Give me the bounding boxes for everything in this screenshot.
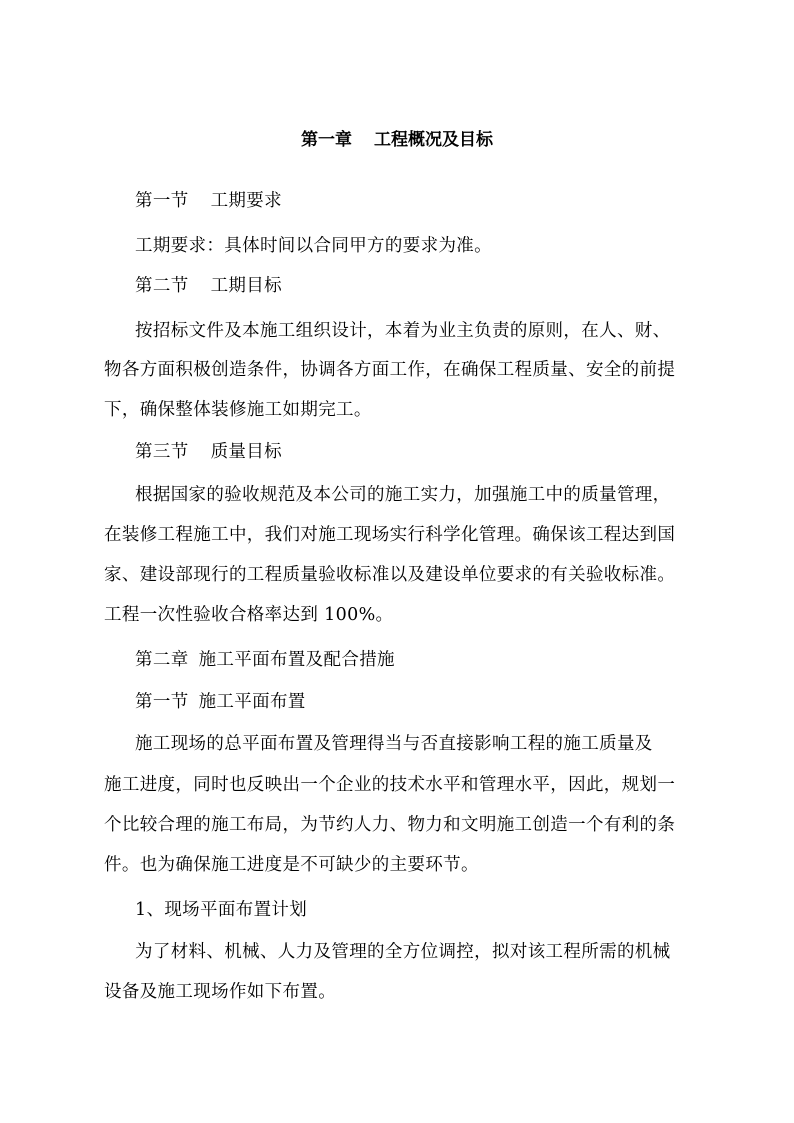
list-item-heading: 1、现场平面布置计划 — [135, 900, 308, 920]
section-number: 第三节 — [135, 442, 189, 462]
paragraph-line: 件。也为确保施工进度是不可缺少的主要环节。 — [104, 855, 479, 875]
section-number: 第一节 — [135, 191, 189, 211]
section-name: 质量目标 — [210, 442, 282, 462]
section-heading — [135, 690, 691, 714]
paragraph-line: 工程一次性验收合格率达到 100%。 — [104, 605, 394, 625]
chapter-name: 工程概况及目标 — [374, 130, 493, 150]
paragraph-line: 在装修工程施工中，我们对施工现场实行科学化管理。确保该工程达到国 — [104, 525, 676, 545]
chapter-title — [0, 128, 794, 152]
chapter-number: 第一章 — [301, 130, 352, 150]
paragraph-line: 施工现场的总平面布置及管理得当与否直接影响工程的施工质量及 — [135, 734, 653, 754]
section-name: 工期要求 — [210, 191, 282, 211]
chapter-number: 第二章 — [135, 650, 189, 670]
paragraph-line: 工期要求：具体时间以合同甲方的要求为准。 — [135, 236, 492, 256]
section-heading — [135, 274, 691, 298]
section-number: 第一节 — [135, 692, 189, 712]
section-name: 施工平面布置 — [198, 692, 306, 712]
paragraph-line: 个比较合理的施工布局，为节约人力、物力和文明施工创造一个有利的条 — [104, 815, 676, 835]
paragraph-line: 家、建设部现行的工程质量验收标准以及建设单位要求的有关验收标准。 — [104, 565, 676, 585]
paragraph-line: 设备及施工现场作如下布置。 — [104, 982, 337, 1002]
section-number: 第二节 — [135, 276, 189, 296]
chapter-name: 施工平面布置及配合措施 — [198, 650, 395, 670]
section-heading — [135, 189, 691, 213]
paragraph-line: 施工进度，同时也反映出一个企业的技术水平和管理水平，因此，规划一 — [104, 775, 676, 795]
section-name: 工期目标 — [210, 276, 282, 296]
paragraph-line: 根据国家的验收规范及本公司的施工实力，加强施工中的质量管理， — [135, 485, 671, 505]
paragraph-line: 物各方面积极创造条件，协调各方面工作，在确保工程质量、安全的前提 — [104, 360, 676, 380]
paragraph-line: 下，确保整体装修施工如期完工。 — [104, 400, 372, 420]
section-heading — [135, 440, 691, 464]
paragraph-line: 为了材料、机械、人力及管理的全方位调控，拟对该工程所需的机械 — [135, 942, 671, 962]
paragraph-line: 按招标文件及本施工组织设计，本着为业主负责的原则，在人、财、 — [135, 321, 671, 341]
chapter-heading — [135, 648, 691, 672]
